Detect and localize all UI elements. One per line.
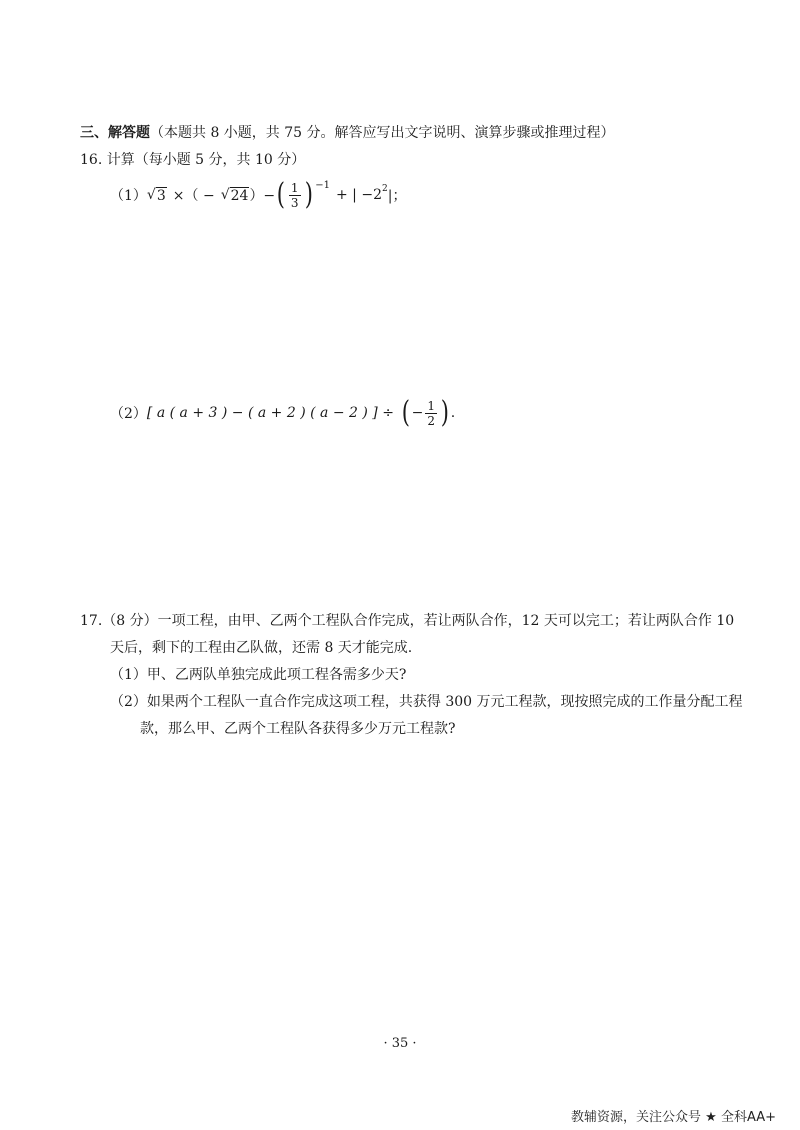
question-16-part-2 bbox=[110, 395, 456, 430]
part-label: （2） bbox=[110, 406, 147, 422]
left-paren: ( bbox=[276, 177, 286, 212]
abs-term: + | −2 bbox=[336, 187, 382, 203]
question-16-part-1 bbox=[110, 177, 407, 212]
section-title-instructions: （本题共 8 小题，共 75 分。解答应写出文字说明、演算步骤或推理过程） bbox=[150, 125, 615, 141]
question-17-line-1: 17.（8 分）一项工程，由甲、乙两个工程队合作完成，若让两队合作，12 天可以完工；若让两队合作 10 bbox=[80, 613, 735, 629]
watermark-text: 教辅资源，关注公众号 ★ 全科AA+ bbox=[571, 1110, 776, 1125]
close-minus: ）− bbox=[249, 188, 276, 204]
section-heading bbox=[80, 122, 615, 142]
expression: [ a ( a + 3 ) − ( a + 2 ) ( a − 2 ) ] ÷ bbox=[146, 405, 394, 421]
section-title-bold: 三、解答题 bbox=[80, 125, 150, 141]
sqrt-24: √ 24 bbox=[220, 186, 249, 204]
sqrt-3: √ 3 bbox=[146, 186, 166, 204]
part-label: （1） bbox=[110, 188, 147, 204]
fraction-one-third: $\frac{1}{3}$ bbox=[290, 180, 299, 210]
times-open: ×（ − bbox=[172, 188, 215, 204]
question-17-line-2: 天后，剩下的工程由乙队做，还需 8 天才能完成. bbox=[110, 640, 413, 656]
question-17-subquestion-2: （2）如果两个工程队一直合作完成这项工程，共获得 300 万元工程款，现按照完成的工作量分配工程 bbox=[110, 694, 743, 710]
abs-exponent: 2 bbox=[382, 184, 388, 194]
page-number: · 35 · bbox=[383, 1036, 417, 1051]
abs-close: |； bbox=[387, 188, 407, 204]
left-paren: ( bbox=[401, 395, 410, 430]
right-paren: ) bbox=[440, 395, 449, 430]
right-paren: ) bbox=[304, 177, 313, 212]
fraction-one-half: $\frac{1}{2}$ bbox=[427, 398, 436, 428]
period: . bbox=[450, 405, 456, 421]
question-16-heading: 16. 计算（每小题 5 分，共 10 分） bbox=[80, 152, 306, 168]
question-17-subquestion-1: （1）甲、乙两队单独完成此项工程各需多少天? bbox=[110, 667, 407, 683]
fraction-sign: − bbox=[411, 405, 424, 421]
exponent: −1 bbox=[315, 179, 330, 191]
question-17-subquestion-2-continued: 款，那么甲、乙两个工程队各获得多少万元工程款? bbox=[140, 721, 456, 737]
